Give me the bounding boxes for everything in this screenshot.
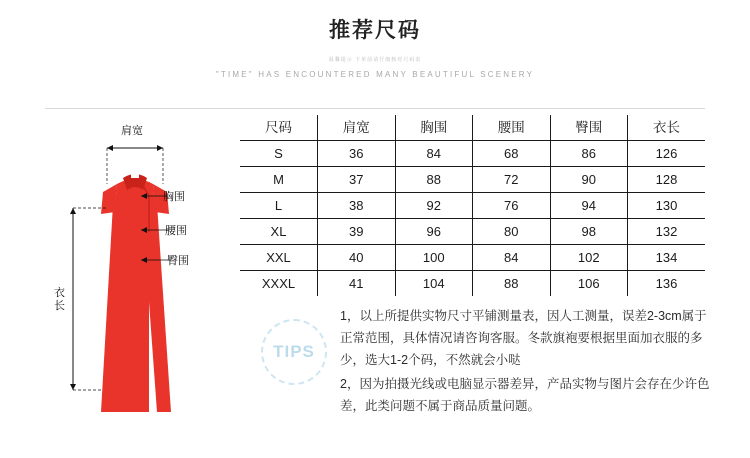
table-cell: XXL [240,245,318,271]
table-cell: 96 [395,219,473,245]
tips-badge [261,319,327,385]
label-hip: 臀围 [167,255,189,267]
table-row [240,167,705,193]
label-length: 衣长 [54,287,65,312]
table-cell: 126 [628,141,706,167]
table-cell: 84 [473,245,551,271]
table-cell: 104 [395,271,473,297]
table-cell: 100 [395,245,473,271]
table-cell: 37 [318,167,396,193]
table-cell: 80 [473,219,551,245]
table-cell: 94 [550,193,628,219]
table-cell: L [240,193,318,219]
table-cell: 88 [473,271,551,297]
table-col-header: 肩宽 [318,115,396,141]
table-col-header: 衣长 [628,115,706,141]
table-cell: 102 [550,245,628,271]
header-subtitle-en: "TIME" HAS ENCOUNTERED MANY BEAUTIFUL SCENERY [215,70,535,79]
tips-section [245,305,710,419]
table-row [240,245,705,271]
table-row [240,271,705,297]
tips-line-1: 1，以上所提供实物尺寸平铺测量表，因人工测量，误差2-3cm属于正常范围，具体情况请咨询客服。冬款旗袍要根据里面加衣服的多少，选大1-2个码，不然就会小哒 [340,309,707,367]
table-cell: 76 [473,193,551,219]
table-row [240,219,705,245]
table-cell: 88 [395,167,473,193]
table-cell: 134 [628,245,706,271]
size-table [240,115,705,296]
label-shoulder: 肩宽 [121,125,143,137]
page-title: 推荐尺码 [329,19,421,42]
table-cell: 40 [318,245,396,271]
table-cell: 41 [318,271,396,297]
header-divider [45,108,705,109]
table-cell: 36 [318,141,396,167]
table-col-header: 尺码 [240,115,318,141]
table-cell: 132 [628,219,706,245]
table-cell: 86 [550,141,628,167]
table-cell: 68 [473,141,551,167]
table-cell: XL [240,219,318,245]
table-cell: 136 [628,271,706,297]
table-cell: 106 [550,271,628,297]
label-waist: 腰围 [165,225,187,237]
table-row [240,141,705,167]
table-cell: M [240,167,318,193]
header-subtitle-cn: 温馨提示 下单前请仔细核对尺码表 [328,57,422,63]
table-cell: 128 [628,167,706,193]
tips-text [340,305,710,417]
table-cell: 130 [628,193,706,219]
table-cell: 72 [473,167,551,193]
table-cell: 84 [395,141,473,167]
table-col-header: 胸围 [395,115,473,141]
label-bust: 胸围 [163,191,185,203]
table-cell: 98 [550,219,628,245]
table-col-header: 臀围 [550,115,628,141]
table-cell: 90 [550,167,628,193]
table-cell: 38 [318,193,396,219]
table-cell: S [240,141,318,167]
table-cell: 39 [318,219,396,245]
table-header-row [240,115,705,141]
dress-illustration [45,112,235,432]
table-cell: XXXL [240,271,318,297]
tips-line-2: 2，因为拍摄光线或电脑显示器差异，产品实物与图片会存在少许色差，此类问题不属于商品质量问题。 [340,377,710,413]
table-row [240,193,705,219]
table-col-header: 腰围 [473,115,551,141]
page-header [0,0,750,79]
size-table-wrapper [240,115,705,296]
tips-badge-label: TIPS [273,342,315,361]
table-cell: 92 [395,193,473,219]
